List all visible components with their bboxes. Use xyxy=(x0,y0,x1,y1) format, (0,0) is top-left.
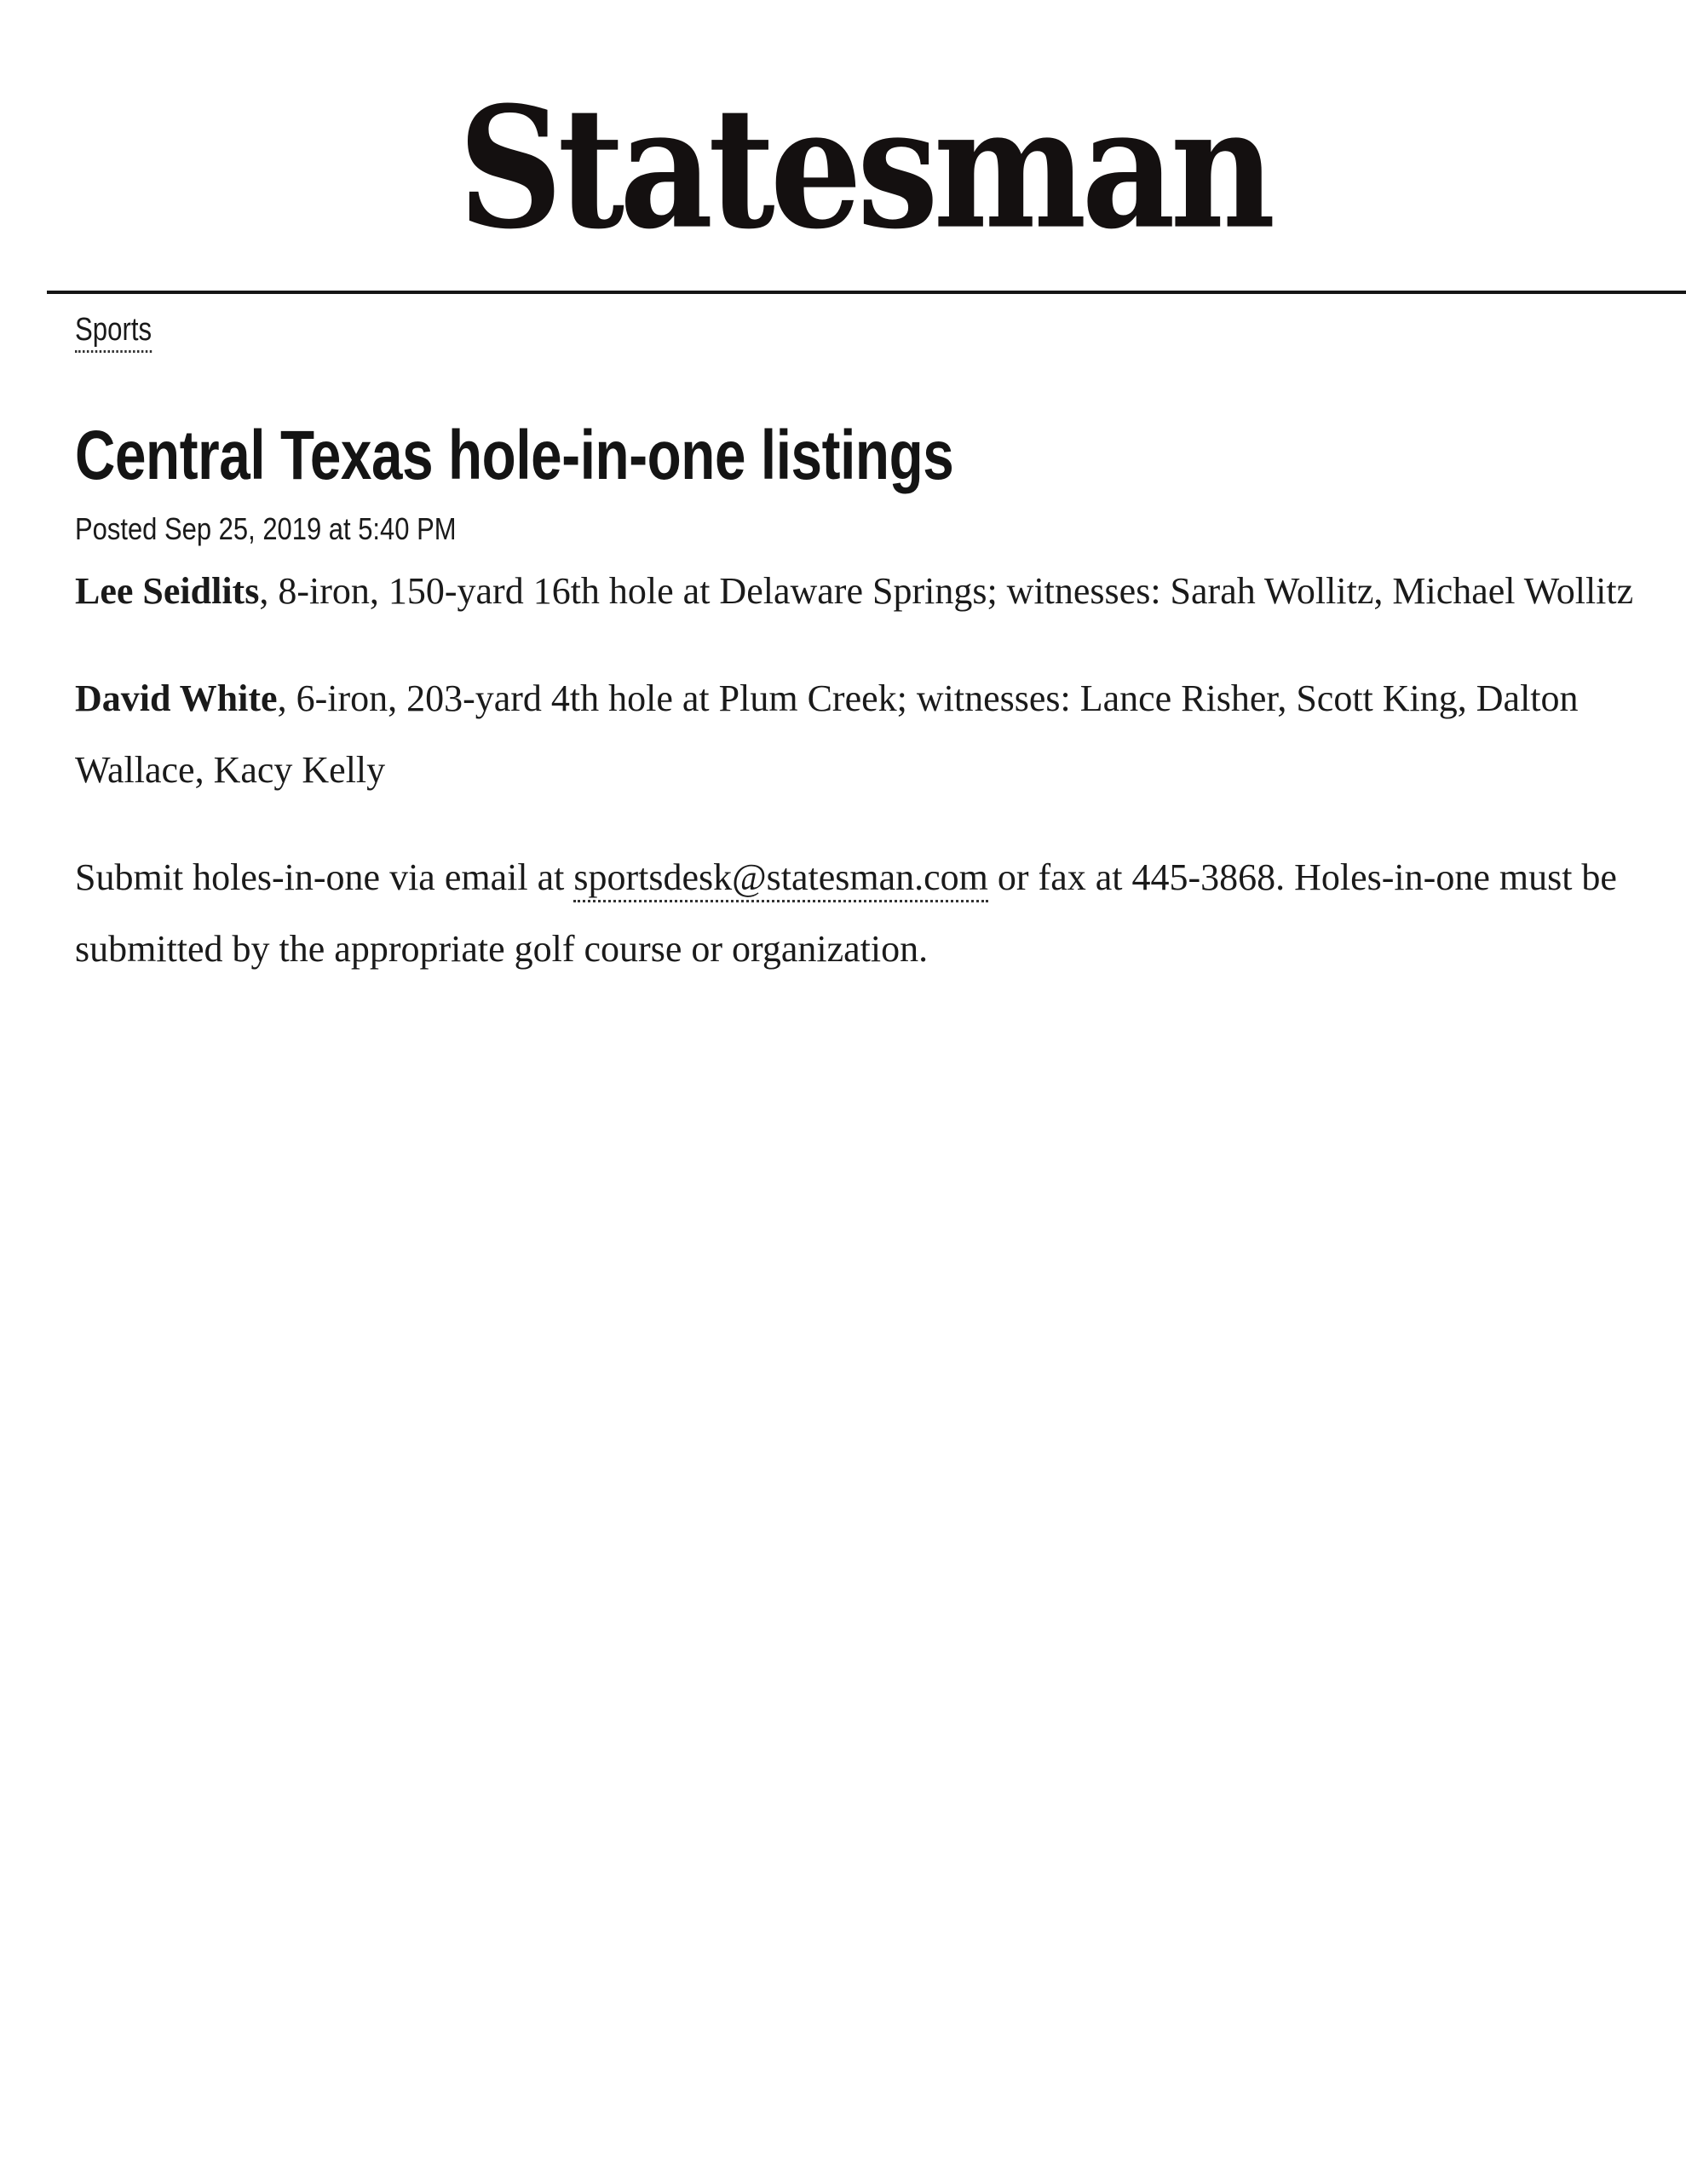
listing-details: , 6-iron, 203-yard 4th hole at Plum Creek; witnesses: Lance Risher, Scott King, Dalton Wallace, Kacy Kelly xyxy=(75,677,1579,791)
section-link-sports[interactable]: Sports xyxy=(75,313,152,353)
submission-suffix: or fax at 445-3868. Holes-in-one must be submitted by the appropriate golf course or organization. xyxy=(75,856,1617,970)
masthead-divider xyxy=(47,291,1686,294)
submission-prefix: Submit holes-in-one via email at xyxy=(75,856,574,898)
listing-details: , 8-iron, 150-yard 16th hole at Delaware Springs; witnesses: Sarah Wollitz, Michael Wollitz xyxy=(259,570,1634,612)
article-headline: Central Texas hole-in-one listings xyxy=(75,417,954,494)
article-dateline: Posted Sep 25, 2019 at 5:40 PM xyxy=(75,511,457,546)
submission-note xyxy=(75,842,1651,985)
masthead-logo-wrap xyxy=(0,70,1686,267)
email-link[interactable]: sportsdesk@statesman.com xyxy=(573,856,988,902)
golfer-name: Lee Seidlits xyxy=(75,570,260,612)
listing-entry xyxy=(75,556,1651,627)
article-body xyxy=(75,556,1651,1021)
masthead-logo[interactable]: Statesman xyxy=(457,70,1271,267)
golfer-name: David White xyxy=(75,677,278,719)
listing-entry xyxy=(75,663,1651,806)
